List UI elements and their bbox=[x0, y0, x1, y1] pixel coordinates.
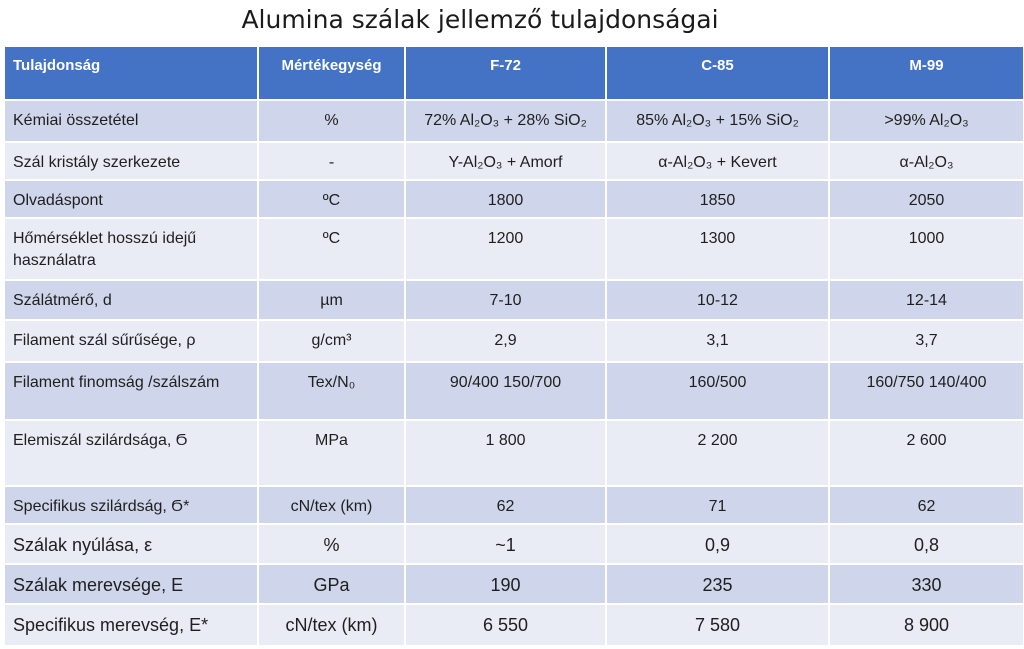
cell-c85: 71 bbox=[606, 486, 829, 524]
cell-unit: MPa bbox=[258, 420, 405, 486]
cell-property: Specifikus szilárdság, Ϭ* bbox=[4, 486, 258, 524]
cell-f72: 62 bbox=[405, 486, 606, 524]
cell-c85: α-Al₂O₃ + Kevert bbox=[606, 142, 829, 180]
cell-f72: 7-10 bbox=[405, 280, 606, 320]
cell-m99: 12-14 bbox=[829, 280, 1024, 320]
cell-f72: 1 800 bbox=[405, 420, 606, 486]
cell-f72: 190 bbox=[405, 564, 606, 604]
cell-unit: Tex/N₀ bbox=[258, 362, 405, 420]
table-row bbox=[4, 604, 1024, 646]
cell-c85: 7 580 bbox=[606, 604, 829, 646]
cell-property: Szálátmérő, d bbox=[4, 280, 258, 320]
table-row bbox=[4, 564, 1024, 604]
cell-c85: 1850 bbox=[606, 180, 829, 218]
header-unit: Mértékegység bbox=[258, 46, 405, 100]
cell-unit: ºC bbox=[258, 218, 405, 280]
cell-m99: 1000 bbox=[829, 218, 1024, 280]
cell-property: Filament szál sűrűsége, ρ bbox=[4, 320, 258, 362]
cell-c85: 160/500 bbox=[606, 362, 829, 420]
cell-unit: GPa bbox=[258, 564, 405, 604]
cell-f72: 90/400 150/700 bbox=[405, 362, 606, 420]
table-row bbox=[4, 420, 1024, 486]
header-c85: C-85 bbox=[606, 46, 829, 100]
header-m99: M-99 bbox=[829, 46, 1024, 100]
cell-m99: α-Al₂O₃ bbox=[829, 142, 1024, 180]
cell-m99: 0,8 bbox=[829, 524, 1024, 564]
cell-property: Hőmérséklet hosszú idejű használatra bbox=[4, 218, 258, 280]
cell-property: Specifikus merevség, E* bbox=[4, 604, 258, 646]
table-row bbox=[4, 486, 1024, 524]
cell-property: Szál kristály szerkezete bbox=[4, 142, 258, 180]
table-row bbox=[4, 218, 1024, 280]
cell-unit: µm bbox=[258, 280, 405, 320]
table-row bbox=[4, 180, 1024, 218]
table-row bbox=[4, 142, 1024, 180]
table-row bbox=[4, 320, 1024, 362]
cell-m99: 2050 bbox=[829, 180, 1024, 218]
cell-f72: 6 550 bbox=[405, 604, 606, 646]
cell-property: Szálak nyúlása, ε bbox=[4, 524, 258, 564]
cell-f72: 72% Al₂O₃ + 28% SiO₂ bbox=[405, 100, 606, 142]
table-row bbox=[4, 100, 1024, 142]
page-title: Alumina szálak jellemző tulajdonságai bbox=[241, 5, 719, 34]
cell-m99: 8 900 bbox=[829, 604, 1024, 646]
header-property: Tulajdonság bbox=[4, 46, 258, 100]
cell-c85: 235 bbox=[606, 564, 829, 604]
cell-m99: >99% Al₂O₃ bbox=[829, 100, 1024, 142]
cell-unit: g/cm³ bbox=[258, 320, 405, 362]
cell-f72: 2,9 bbox=[405, 320, 606, 362]
cell-m99: 160/750 140/400 bbox=[829, 362, 1024, 420]
cell-f72: 1200 bbox=[405, 218, 606, 280]
cell-m99: 3,7 bbox=[829, 320, 1024, 362]
cell-m99: 330 bbox=[829, 564, 1024, 604]
cell-property: Kémiai összetétel bbox=[4, 100, 258, 142]
cell-c85: 85% Al₂O₃ + 15% SiO₂ bbox=[606, 100, 829, 142]
table-header-row bbox=[4, 46, 1024, 100]
cell-unit: % bbox=[258, 524, 405, 564]
properties-table bbox=[3, 45, 1024, 647]
header-f72: F-72 bbox=[405, 46, 606, 100]
cell-f72: Y-Al₂O₃ + Amorf bbox=[405, 142, 606, 180]
cell-m99: 62 bbox=[829, 486, 1024, 524]
cell-property: Filament finomság /szálszám bbox=[4, 362, 258, 420]
table-row bbox=[4, 280, 1024, 320]
cell-c85: 0,9 bbox=[606, 524, 829, 564]
cell-c85: 1300 bbox=[606, 218, 829, 280]
cell-c85: 2 200 bbox=[606, 420, 829, 486]
table-row bbox=[4, 362, 1024, 420]
cell-c85: 10-12 bbox=[606, 280, 829, 320]
cell-property: Olvadáspont bbox=[4, 180, 258, 218]
cell-c85: 3,1 bbox=[606, 320, 829, 362]
cell-f72: 1800 bbox=[405, 180, 606, 218]
cell-f72: ~1 bbox=[405, 524, 606, 564]
cell-property: Szálak merevsége, E bbox=[4, 564, 258, 604]
cell-unit: ºC bbox=[258, 180, 405, 218]
cell-unit: - bbox=[258, 142, 405, 180]
cell-m99: 2 600 bbox=[829, 420, 1024, 486]
cell-property: Elemiszál szilárdsága, Ϭ bbox=[4, 420, 258, 486]
cell-unit: cN/tex (km) bbox=[258, 604, 405, 646]
cell-unit: cN/tex (km) bbox=[258, 486, 405, 524]
cell-unit: % bbox=[258, 100, 405, 142]
table-row bbox=[4, 524, 1024, 564]
